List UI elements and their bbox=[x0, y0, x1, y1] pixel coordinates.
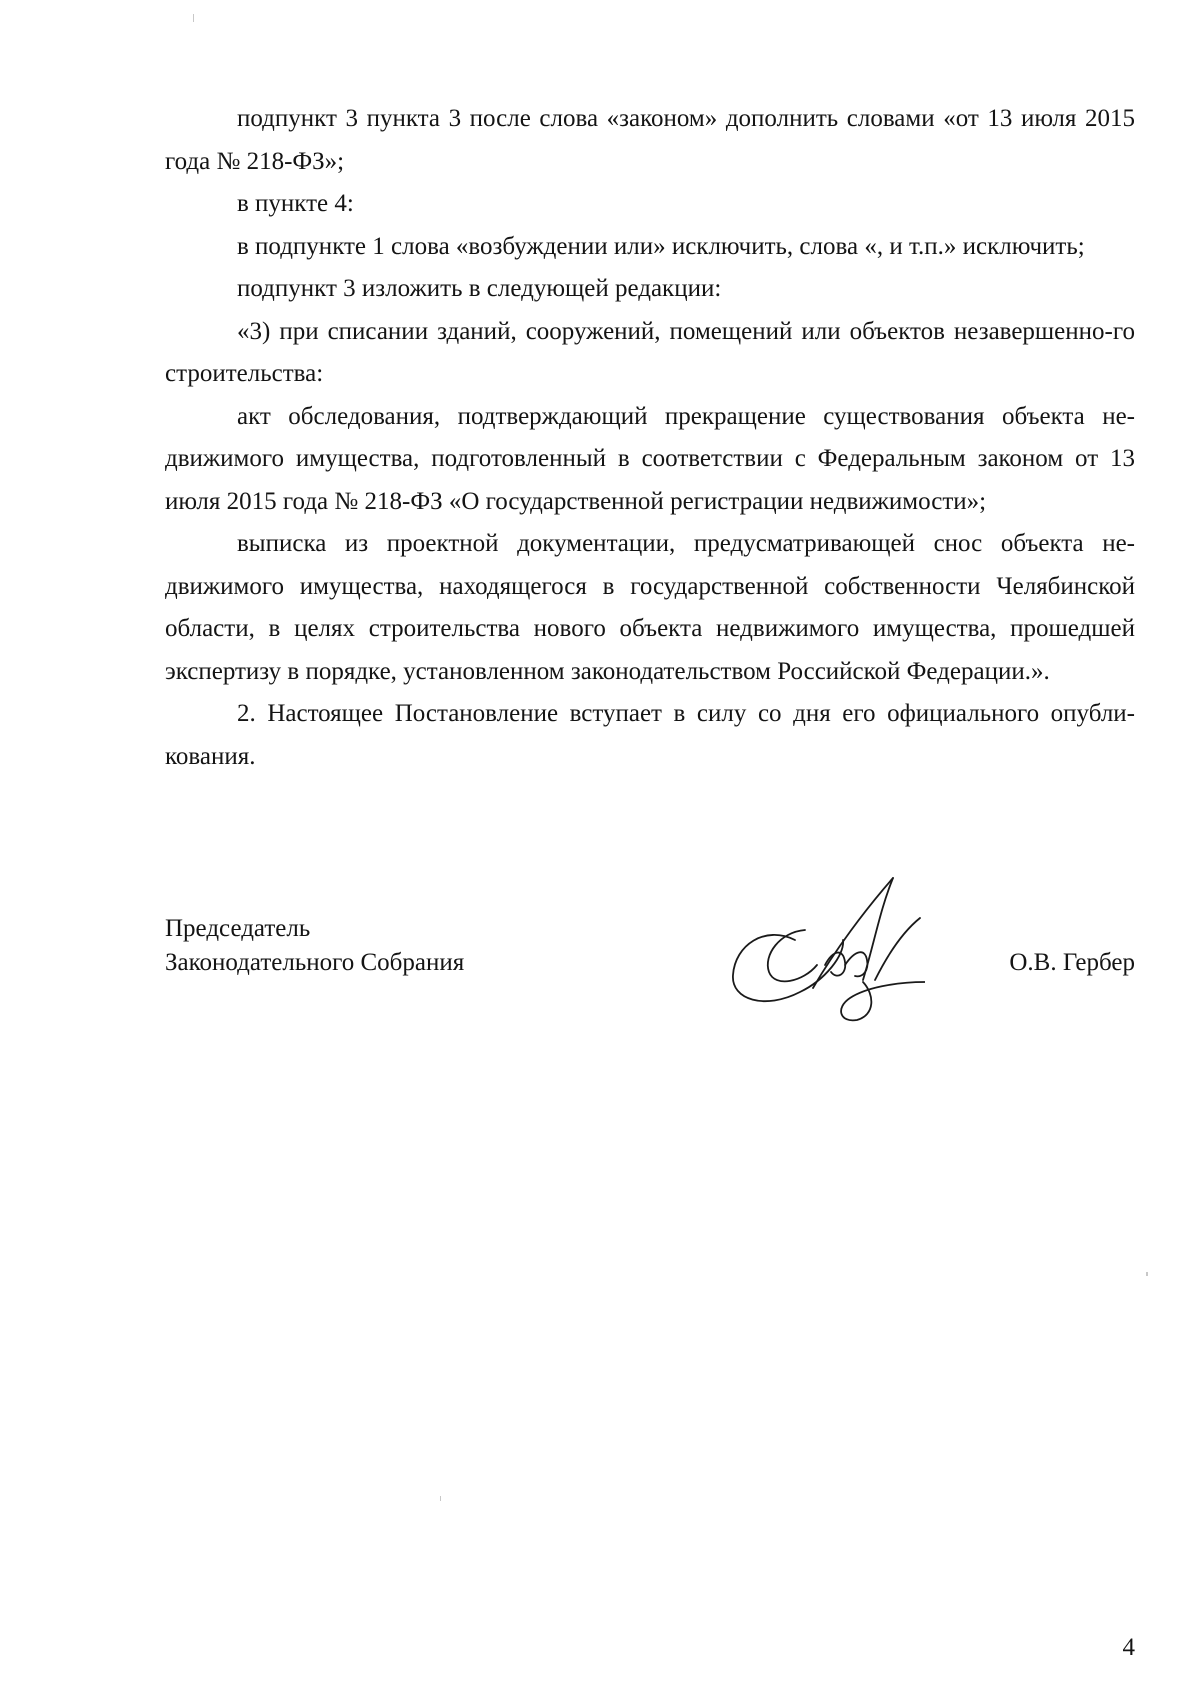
paragraph-1: подпункт 3 пункта 3 после слова «законом» дополнить словами «от 13 июля 2015 года № 218-ФЗ»; bbox=[165, 105, 1135, 175]
paragraph-4: подпункт 3 изложить в следующей редакции: bbox=[237, 275, 722, 302]
paragraph-6: акт обследования, подтверждающий прекращение существования объекта не-движимого имущества, подготовленный в соответствии с Федеральным законом от 13 июля 2015 года № 218-ФЗ «О государственной регистрации недвижимости»; bbox=[165, 402, 1135, 515]
document-body bbox=[165, 98, 1135, 778]
signer-title bbox=[165, 912, 464, 980]
scan-speck bbox=[1146, 1272, 1148, 1276]
page-number: 4 bbox=[1122, 1634, 1135, 1661]
signer-title-line-2: Законодательного Собрания bbox=[165, 949, 465, 976]
scan-speck bbox=[193, 14, 194, 22]
paragraph-2: в пункте 4: bbox=[237, 190, 354, 217]
scan-speck bbox=[440, 1496, 441, 1501]
paragraph-5: «3) при списании зданий, сооружений, помещений или объектов незавершенно-го строительства: bbox=[165, 317, 1135, 387]
paragraph-7: выписка из проектной документации, предусматривающей снос объекта не-движимого имущества, находящегося в государственной собственности Челябинской области, в целях строительства нового объекта недвижимого имущества, прошедшей экспертизу в порядке, установленном законодательством Российской Федерации.». bbox=[165, 530, 1135, 685]
handwritten-signature bbox=[725, 870, 925, 1030]
paragraph-8: 2. Настоящее Постановление вступает в силу со дня его официального опубли-кования. bbox=[165, 700, 1135, 770]
signer-title-line-1: Председатель bbox=[165, 915, 311, 942]
signature-block bbox=[165, 912, 1135, 1042]
signer-name: О.В. Гербер bbox=[1009, 949, 1135, 976]
paragraph-3: в подпункте 1 слова «возбуждении или» исключить, слова «, и т.п.» исключить; bbox=[237, 232, 1085, 260]
